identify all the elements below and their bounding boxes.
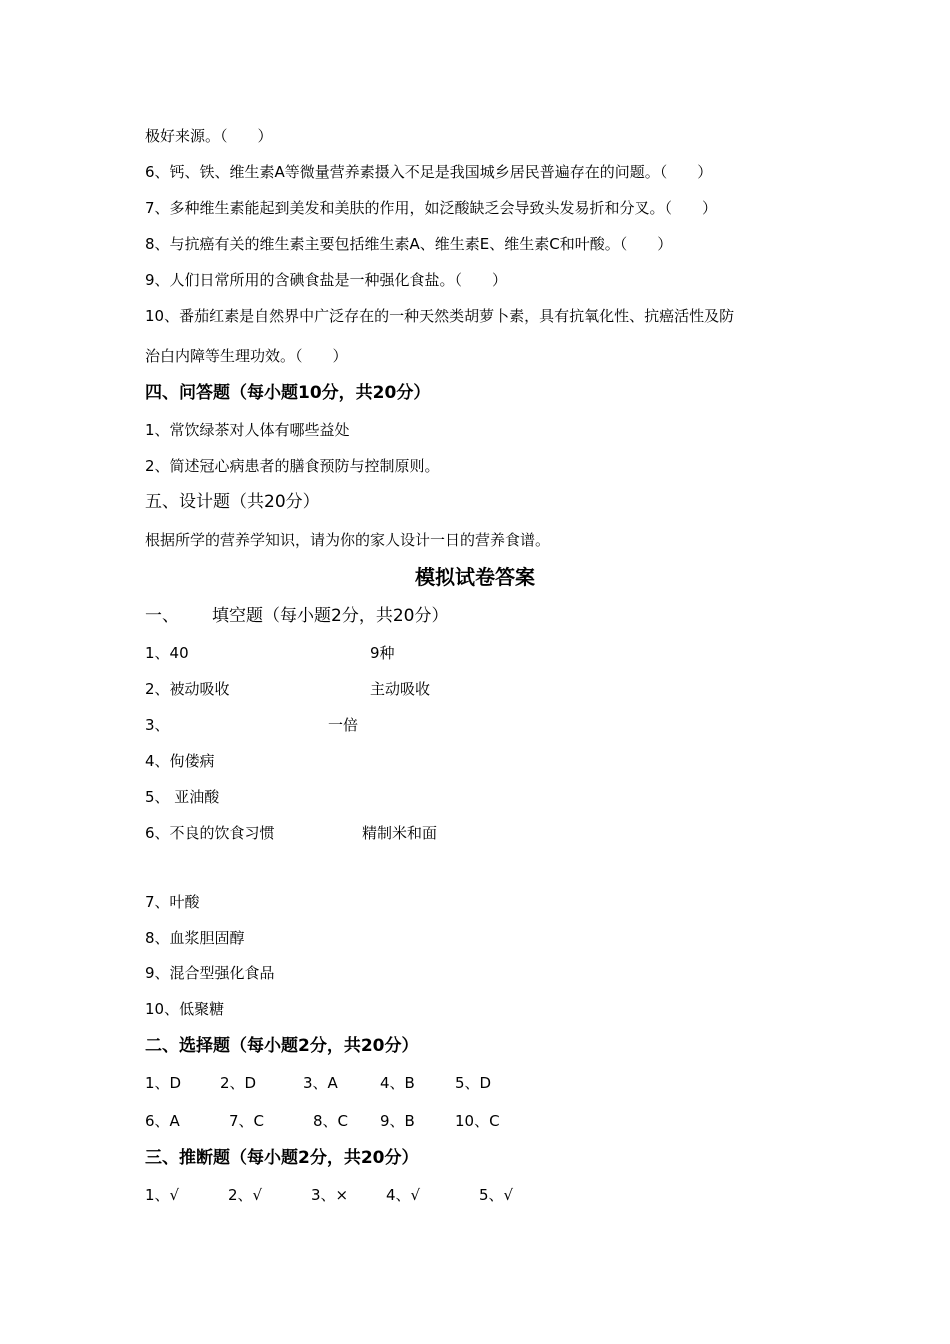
choice-answer: 5、D [455,1074,492,1092]
judge-answer: 4、√ [386,1186,421,1204]
answers-title: 模拟试卷答案 [415,565,535,589]
judge-question-10-line1: 10、番茄红素是自然界中广泛存在的一种天然类胡萝卜素，具有抗氧化性、抗癌活性及防 [145,307,735,325]
fill-answer-1b: 9种 [370,644,395,662]
fill-answer-5: 5、 亚油酸 [145,788,220,806]
judge-answer: 2、√ [228,1186,263,1204]
judge-question-5-tail: 极好来源。（ ） [145,127,273,145]
judge-question-9: 9、人们日常所用的含碘食盐是一种强化食盐。（ ） [145,271,508,289]
judge-answers-heading: 三、推断题（每小题2分，共20分） [145,1148,419,1168]
fill-answer-3a: 3、 [145,716,170,734]
choice-answer: 10、C [455,1112,500,1130]
design-text: 根据所学的营养学知识，请为你的家人设计一日的营养食谱。 [145,531,551,549]
fill-answer-3b: 一倍 [328,716,359,734]
qa-question-2: 2、简述冠心病患者的膳食预防与控制原则。 [145,457,440,475]
qa-heading: 四、问答题（每小题10分，共20分） [145,383,431,403]
fill-answer-6a: 6、不良的饮食习惯 [145,824,275,842]
fill-answer-7: 7、叶酸 [145,893,200,911]
judge-question-10-line2: 治白内障等生理功效。（ ） [145,347,348,365]
fill-heading-number: 一、 [145,606,179,626]
choice-answer: 2、D [220,1074,257,1092]
fill-answer-6b: 精制米和面 [362,824,438,842]
judge-question-6: 6、钙、铁、维生素A等微量营养素摄入不足是我国城乡居民普遍存在的问题。（ ） [145,163,713,181]
judge-question-7: 7、多种维生素能起到美发和美肤的作用，如泛酸缺乏会导致头发易折和分叉。（ ） [145,199,718,217]
judge-answer: 5、√ [479,1186,514,1204]
fill-answer-8: 8、血浆胆固醇 [145,929,245,947]
fill-answer-10: 10、低聚糖 [145,1000,225,1018]
choice-heading: 二、选择题（每小题2分，共20分） [145,1036,419,1056]
fill-answer-2a: 2、被动吸收 [145,680,230,698]
design-heading: 五、设计题（共20分） [145,492,320,512]
qa-question-1: 1、常饮绿茶对人体有哪些益处 [145,421,350,439]
choice-answer: 1、D [145,1074,182,1092]
judge-answer: 3、× [311,1186,349,1204]
choice-answer: 9、B [380,1112,415,1130]
judge-question-8: 8、与抗癌有关的维生素主要包括维生素A、维生素E、维生素C和叶酸。（ ） [145,235,673,253]
judge-answer: 1、√ [145,1186,180,1204]
choice-answer: 6、A [145,1112,180,1130]
choice-answer: 8、C [313,1112,349,1130]
fill-answer-1a: 1、40 [145,644,189,662]
fill-answer-4: 4、佝偻病 [145,752,215,770]
fill-answer-9: 9、混合型强化食品 [145,964,275,982]
choice-answer: 3、A [303,1074,338,1092]
fill-heading: 填空题（每小题2分，共20分） [212,606,449,626]
choice-answer: 7、C [229,1112,265,1130]
choice-answer: 4、B [380,1074,415,1092]
fill-answer-2b: 主动吸收 [370,680,431,698]
